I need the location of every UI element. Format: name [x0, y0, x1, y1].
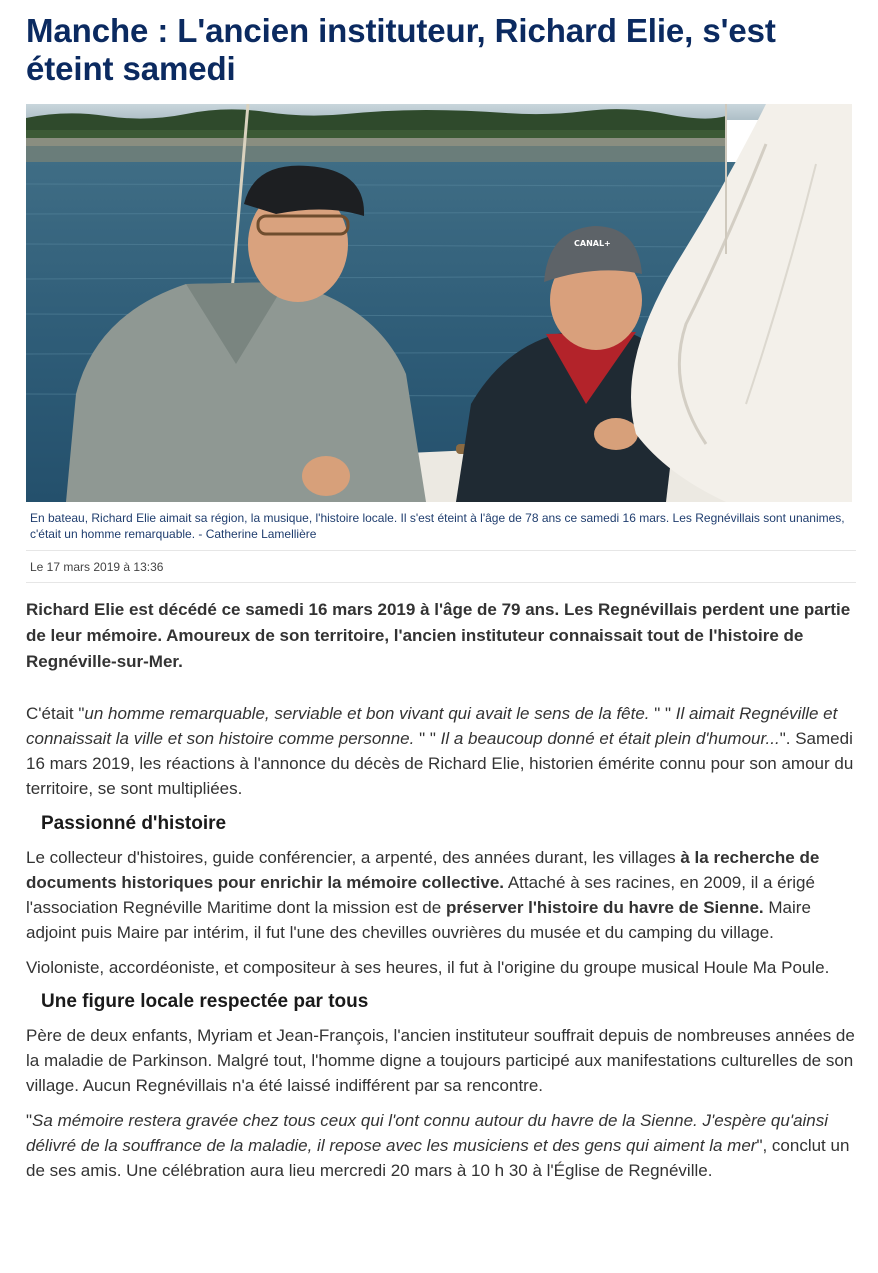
date-divider: [26, 582, 856, 583]
paragraph-4: Père de deux enfants, Myriam et Jean-François, l'ancien instituteur souffrait depuis de nombreuses années de la maladie de Parkinson. Malgré tout, l'homme digne a toujours participé aux manifestations culturelles de son village. Aucun Regnévillais n'a été laissé indifférent par sa rencontre.: [26, 1026, 855, 1095]
article-title: Manche : L'ancien instituteur, Richard Elie, s'est éteint samedi: [26, 12, 776, 87]
p1-quote-1: un homme remarquable, serviable et bon vivant qui avait le sens de la fête.: [84, 704, 650, 723]
p1-sep-1: " ": [649, 704, 676, 723]
article-lead: Richard Elie est décédé ce samedi 16 mars 2019 à l'âge de 79 ans. Les Regnévillais perdent une partie de leur mémoire. Amoureux de son territoire, l'ancien instituteur connaissait tout de l'histoire de Regnéville-sur-Mer.: [26, 600, 851, 671]
paragraph-3: Violoniste, accordéoniste, et compositeur à ses heures, il fut à l'origine du groupe musical Houle Ma Poule.: [26, 958, 830, 977]
p1-sep-2: " ": [414, 729, 441, 748]
paragraph-1: [26, 701, 856, 801]
paragraph-5: [26, 1108, 856, 1183]
subheading-passion: Passionné d'histoire: [41, 813, 227, 834]
p2-text-3: Maire adjoint puis Maire par intérim, il fut l'une des chevilles ouvrières du musée et du camping du village.: [26, 898, 811, 942]
p2-text-1: Le collecteur d'histoires, guide conférencier, a arpenté, des années durant, les villages: [26, 848, 681, 867]
p5-rest: ", conclut un de ses amis. Une célébration aura lieu mercredi 20 mars à 10 h 30 à l'Église de Regnéville.: [26, 1136, 850, 1180]
p1-quote-2: Il aimait Regnéville et connaissait la ville et son histoire comme personne.: [26, 704, 838, 748]
p2-text-2: Attaché à ses racines, en 2009, il a érigé l'association Regnéville Maritime dont la mission est de: [26, 873, 815, 917]
photo-caption: En bateau, Richard Elie aimait sa région, la musique, l'histoire locale. Il s'est éteint à l'âge de 78 ans ce samedi 16 mars. Les Regnévillais sont unanimes, c'était un homme remarquable. - Catherine Lamellière: [30, 511, 845, 541]
p5-open: ": [26, 1111, 33, 1130]
p1-rest: ". Samedi 16 mars 2019, les réactions à l'annonce du décès de Richard Elie, historien émérite connu pour son amour du territoire, se sont multipliées.: [26, 729, 854, 798]
paragraph-2: [26, 845, 856, 945]
p2-bold-1: à la recherche de documents historiques pour enrichir la mémoire collective.: [26, 848, 820, 892]
subheading-figure-locale: Une figure locale respectée par tous: [41, 991, 369, 1012]
p5-quote: Sa mémoire restera gravée chez tous ceux qui l'ont connu autour du havre de la Sienne. J'espère qu'ainsi délivré de la souffrance de la maladie, il repose avec les musiciens et des gens qui aiment la mer: [26, 1111, 829, 1155]
p2-bold-2: préserver l'histoire du havre de Sienne.: [445, 898, 764, 917]
cap-logo-text: CANAL+: [574, 239, 611, 248]
publish-date: Le 17 mars 2019 à 13:36: [30, 560, 164, 574]
p1-intro: C'était ": [26, 704, 85, 723]
p1-quote-3: Il a beaucoup donné et était plein d'humour...: [440, 729, 780, 748]
article-photo[interactable]: [26, 104, 852, 502]
